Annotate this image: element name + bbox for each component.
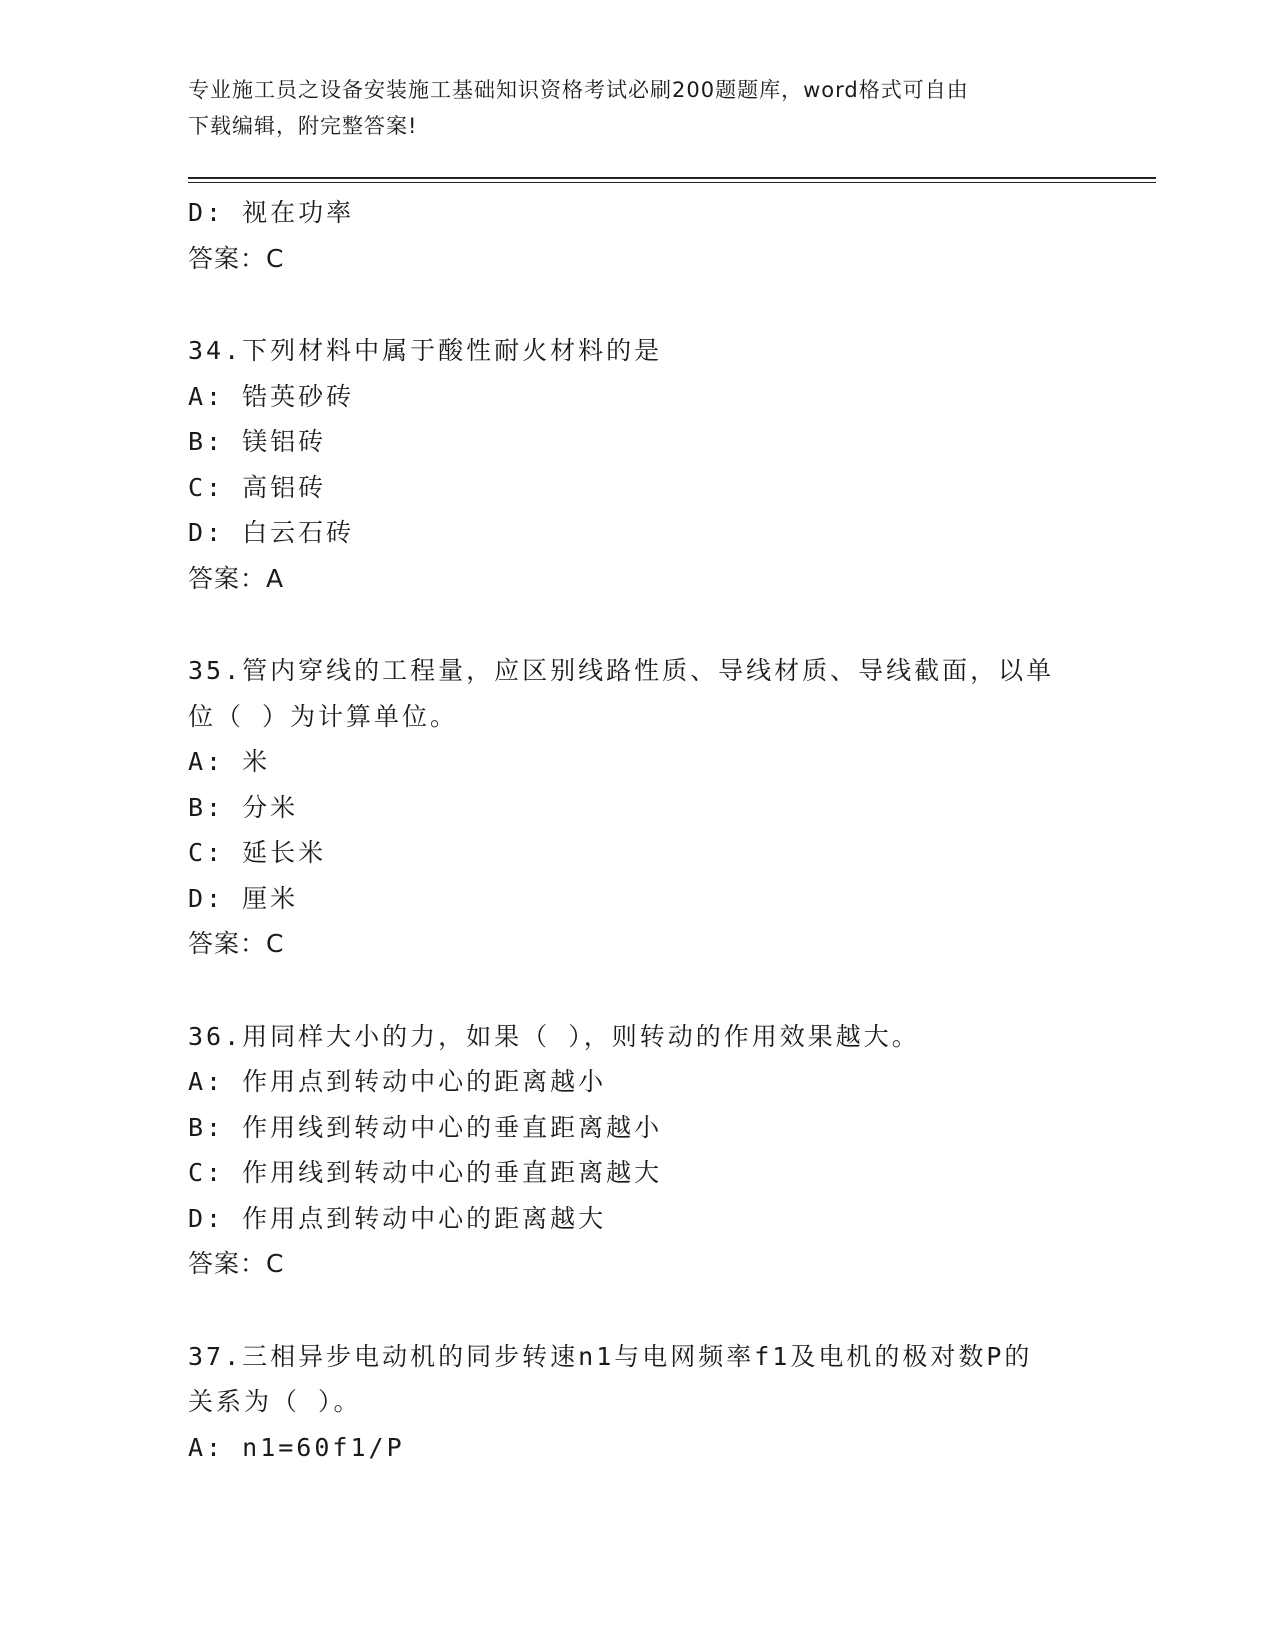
question-35-option-a: A: 米 [188,747,271,776]
document-header [188,72,1088,144]
question-35-option-c: C: 延长米 [188,838,327,867]
question-35-option-d: D: 厘米 [188,883,299,913]
question-34-option-c: C: 高铝砖 [188,472,327,502]
question-34-stem: 34.下列材料中属于酸性耐火材料的是 [188,336,663,365]
spacer [188,281,1088,328]
header-divider-thick [188,177,1156,179]
question-36-option-a: A: 作用点到转动中心的距离越小 [188,1067,607,1096]
question-37-stem-line-2: 关系为（ ）。 [188,1387,362,1416]
question-37-stem-line-1: 37.三相异步电动机的同步转速n1与电网频率f1及电机的极对数P的 [188,1341,1033,1371]
question-35-stem-line-1: 35.管内穿线的工程量，应区别线路性质、导线材质、导线截面，以单 [188,656,1055,685]
header-line-2: 下载编辑，附完整答案! [188,114,418,138]
spacer [188,1287,1088,1334]
question-37-option-a: A: n1=60f1/P [188,1432,405,1462]
question-35-answer: 答案：C [188,929,285,958]
question-36-option-c: C: 作用线到转动中心的垂直距离越大 [188,1158,663,1187]
header-line-1: 专业施工员之设备安装施工基础知识资格考试必刷200题题库，word格式可自由 [188,78,969,102]
prev-option-d: D: 视在功率 [188,198,355,227]
question-36-option-b: B: 作用线到转动中心的垂直距离越小 [188,1112,663,1142]
spacer [188,601,1088,648]
question-34-option-b: B: 镁铝砖 [188,427,327,456]
question-36-answer: 答案：C [188,1249,285,1278]
question-34-option-d: D: 白云石砖 [188,518,355,547]
question-36-option-d: D: 作用点到转动中心的距离越大 [188,1203,607,1233]
header-divider-thin [188,182,1156,183]
question-34-option-a: A: 锆英砂砖 [188,381,355,411]
question-list [188,190,1088,1470]
question-34-answer: 答案：A [188,563,285,593]
spacer [188,967,1088,1014]
question-36-stem: 36.用同样大小的力，如果（ ），则转动的作用效果越大。 [188,1021,920,1051]
question-35-stem-line-2: 位（ ）为计算单位。 [188,701,459,731]
question-35-option-b: B: 分米 [188,792,299,822]
prev-answer: 答案：C [188,243,285,273]
